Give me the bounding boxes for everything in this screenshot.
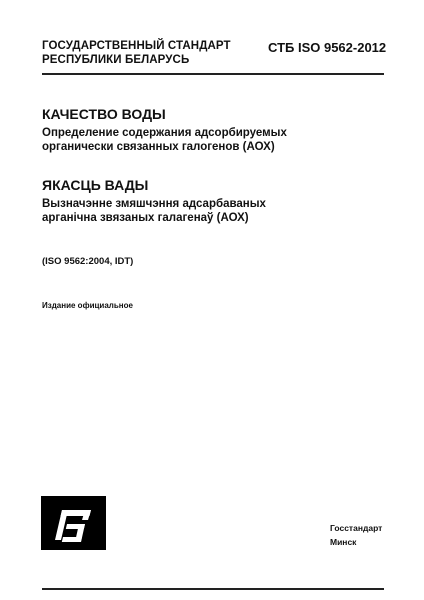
title-belarusian: ЯКАСЦЬ ВАДЫ (42, 177, 149, 193)
edition-note: Издание официальное (42, 301, 133, 310)
gosstandart-logo-icon (41, 496, 106, 550)
bottom-divider (42, 588, 384, 590)
subtitle-russian-line-1: Определение содержания адсорбируемых (42, 127, 287, 139)
subtitle-belarusian (42, 197, 266, 225)
iso-reference: (ISO 9562:2004, IDT) (42, 256, 134, 267)
publisher-name: Госстандарт (330, 523, 383, 533)
standard-header (42, 39, 231, 67)
document-code: СТБ ISO 9562-2012 (268, 40, 387, 55)
publisher-city: Минск (330, 537, 357, 547)
header-line-2: РЕСПУБЛИКИ БЕЛАРУСЬ (42, 54, 190, 66)
subtitle-belarusian-line-1: Вызначэнне змяшчэння адсарбаваных (42, 198, 266, 210)
subtitle-russian (42, 126, 287, 154)
subtitle-belarusian-line-2: арганічна звязаных галагенаў (АОХ) (42, 212, 249, 224)
header-line-1: ГОСУДАРСТВЕННЫЙ СТАНДАРТ (42, 40, 231, 52)
publisher-block (330, 521, 382, 549)
title-russian: КАЧЕСТВО ВОДЫ (42, 106, 166, 122)
subtitle-russian-line-2: органически связанных галогенов (АОХ) (42, 141, 275, 153)
top-divider (42, 73, 384, 75)
